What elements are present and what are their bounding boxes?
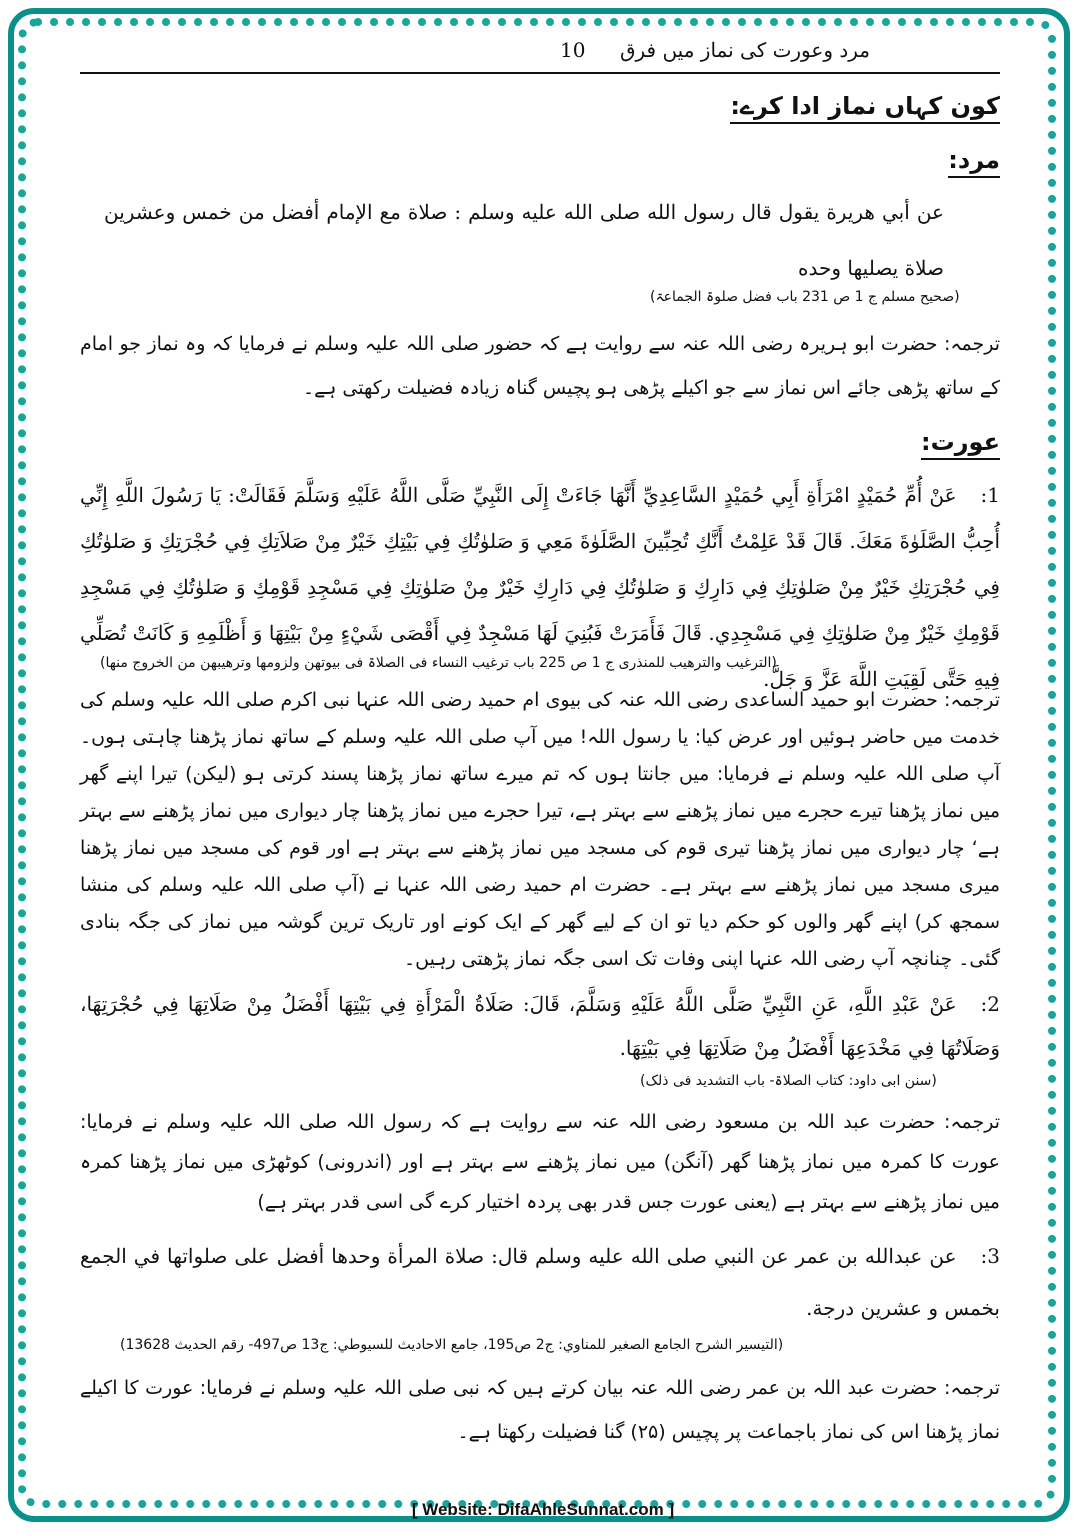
hadith-1-translation: ترجمہ: حضرت ابو حمید الساعدی رضی اللہ عنہ کی بیوی ام حمید رضی اللہ عنہا نبی اکرم صلی اللہ علیہ وسلم کی خدمت میں حاضر ہوئیں اور عرض کیا: یا رسول اللہ! میں آپ صلی اللہ علیہ وسلم کے ساتھ نماز پڑھنا چاہتی ہوں۔ آپ صلی اللہ علیہ وسلم نے فرمایا: میں جانتا ہوں کہ تم میرے ساتھ نماز پڑھنا پسند کرتی ہو (لیکن) تیرا اپنے گھر میں نماز پڑھنا تیرے حجرے میں نماز پڑھنے سے بہتر ہے، تیرا حجرے میں نماز پڑھنا چار دیواری میں نماز پڑھنے سے بہتر ہے‘ چار دیواری میں نماز پڑھنا تیری قوم کی مسجد میں نماز پڑھنے سے بہتر ہے اور قوم کی مسجد میں نماز پڑھنا میری مسجد میں نماز پڑھنے سے بہتر ہے۔ حضرت ام حمید رضی اللہ عنہا نے (آپ صلی اللہ علیہ وسلم کی منشا سمجھ کر) اپنے گھر والوں کو حکم دیا تو ان کے لیے گھر کے ایک کونے اور تاریک ترین گوشہ میں نماز کی جگہ بنادی گئی۔ چنانچہ آپ رضی اللہ عنہا اپنی وفات تک اسی جگہ نماز پڑھتی رہیں۔ — [80, 689, 1000, 970]
hadith-1-text: عَنْ أُمِّ حُمَيْدٍ امْرَأَةِ أَبِي حُمَيْدٍ السَّاعِدِيِّ أَنَّهَا جَاءَتْ إِلَى النَّبِيِّ صَلَّى اللَّهُ عَلَيْهِ وَسَلَّمَ فَقَالَتْ: يَا رَسُولَ اللَّهِ إِنِّي أُحِبُّ الصَّلَوٰةَ مَعَكَ. قَالَ قَدْ عَلِمْتُ أَنَّكِ تُحِبِّينَ الصَّلَوٰةَ مَعِي وَ صَلوٰتُكِ فِي بَيْتِكِ خَيْرٌ مِنْ صَلاَتِكِ فِي حُجْرَتِكِ وَ صَلوٰتُكِ فِي حُجْرَتِكِ خَيْرٌ مِنْ صَلوٰتِكِ فِي دَارِكِ وَ صَلوٰتُكِ فِي دَارِكِ خَيْرٌ مِنْ صَلوٰتِكِ فِي مَسْجِدِ قَوْمِكِ وَ صَلوٰتُكِ فِي مَسْجِدِ قَوْمِكِ خَيْرٌ مِنْ صَلوٰتِكِ فِي مَسْجِدِي. قَالَ فَأَمَرَتْ فَبُنِيَ لَهَا مَسْجِدٌ فِي أَقْصَى شَيْءٍ مِنْ بَيْتِهَا وَ أَظْلَمِهِ وَ كَانَتْ تُصَلِّي فِيهِ حَتَّى لَقِيَتِ اللَّهَ عَزَّ وَ جَلَّ. — [80, 483, 1000, 691]
hadith-1-translation-wrap — [80, 682, 1000, 978]
hadith-1-number: 1: — [980, 483, 1000, 507]
woman-label: عورت: — [921, 426, 1000, 460]
man-arabic: عن أبي هريرة يقول قال رسول الله صلى الله عليه وسلم : صلاة مع الإمام أفضل من خمس وعشرين صلاة يصليها وحده — [104, 200, 944, 280]
man-translation-wrap — [80, 322, 1000, 410]
hadith-3-ref: (التيسير الشرح الجامع الصغير للمناوي: ج2 ص195، جامع الاحاديث للسيوطي: ج13 ص497- رقم الحديث 13628) — [120, 1337, 784, 1353]
man-translation: ترجمہ: حضرت ابو ہریرہ رضی اللہ عنہ سے روایت ہے کہ حضور صلی اللہ علیہ وسلم نے فرمایا کہ وہ نماز جو امام کے ساتھ پڑھی جائے اس نماز سے جو اکیلے پڑھی ہو پچیس گناہ زیادہ فضیلت رکھتی ہے۔ — [80, 333, 1000, 399]
hadith-2-text: عَنْ عَبْدِ اللَّهِ، عَنِ النَّبِيِّ صَلَّى اللَّهُ عَلَيْهِ وَسَلَّمَ، قَالَ: صَلَاةُ الْمَرْأَةِ فِي بَيْتِهَا أَفْضَلُ مِنْ صَلَاتِهَا فِي حُجْرَتِهَا، وَصَلَاتُهَا فِي مَخْدَعِهَا أَفْضَلُ مِنْ صَلَاتِهَا فِي بَيْتِهَا. — [80, 992, 1000, 1060]
running-header — [80, 34, 1000, 74]
hadith-1-ref-wrap — [80, 650, 1000, 676]
hadith-2-arabic — [80, 982, 1000, 1070]
hadith-2-translation-wrap — [80, 1102, 1000, 1222]
hadith-3 — [80, 1230, 1000, 1334]
hadith-3-ref-wrap — [80, 1332, 1000, 1358]
hadith-2-ref-wrap — [80, 1068, 1000, 1094]
man-ref: (صحیح مسلم ج 1 ص 231 باب فضل صلوۃ الجماعۃ) — [650, 289, 960, 305]
hadith-3-number: 3: — [980, 1244, 1000, 1268]
page-number: 10 — [560, 38, 586, 62]
hadith-2-number: 2: — [980, 992, 1000, 1016]
hadith-3-text: عن عبدالله بن عمر عن النبي صلى الله عليه وسلم قال: صلاة المرأة وحدها أفضل على صلواتها في الجمع بخمس و عشرين درجة. — [80, 1244, 1000, 1320]
hadith-1-ref: (الترغیب والترھیب للمنذری ج 1 ص 225 باب ترغیب النساء فی الصلاۃ فی بیوتھن ولزومھا وترھیبھن من الخروج منھا) — [100, 655, 777, 671]
section-heading: کون کہاں نماز ادا کرے: — [730, 90, 1000, 124]
man-hadith — [104, 184, 944, 296]
website-footer: [ Website: DifaAhleSunnat.com ] — [411, 1500, 675, 1519]
man-label-wrap — [80, 144, 1000, 178]
section-heading-wrap — [80, 90, 1000, 124]
man-label: مرد: — [948, 144, 1000, 178]
woman-label-wrap — [80, 426, 1000, 460]
header-title: مرد وعورت کی نماز میں فرق — [619, 38, 870, 62]
hadith-3-translation: ترجمہ: حضرت عبد اللہ بن عمر رضی اللہ عنہ بیان کرتے ہیں کہ نبی صلی اللہ علیہ وسلم نے فرمایا: عورت کا اکیلے نماز پڑھنا اس کی نماز باجماعت پر پچیس (۲۵) گنا فضیلت رکھتا ہے۔ — [80, 1377, 1000, 1443]
hadith-2-ref: (سنن ابی داود: کتاب الصلاۃ- باب التشدید فی ذلک) — [640, 1073, 937, 1089]
hadith-3-arabic — [80, 1230, 1000, 1334]
hadith-2 — [80, 982, 1000, 1070]
page-content — [80, 34, 1000, 1504]
man-ref-wrap — [80, 284, 1000, 310]
hadith-3-translation-wrap — [80, 1366, 1000, 1454]
hadith-2-translation: ترجمہ: حضرت عبد اللہ بن مسعود رضی اللہ عنہ سے روایت ہے کہ رسول اللہ صلی اللہ علیہ وسلم نے فرمایا: عورت کا کمرہ میں نماز پڑھنا گھر (آنگن) میں نماز پڑھنے سے بہتر ہے اور (اندرونی) کوٹھڑی میں نماز پڑھنا کمرہ میں نماز پڑھنے سے بہتر ہے (یعنی عورت جس قدر بھی پردہ اختیار کرے گی اسی قدر بہتر ہے) — [80, 1111, 1000, 1213]
